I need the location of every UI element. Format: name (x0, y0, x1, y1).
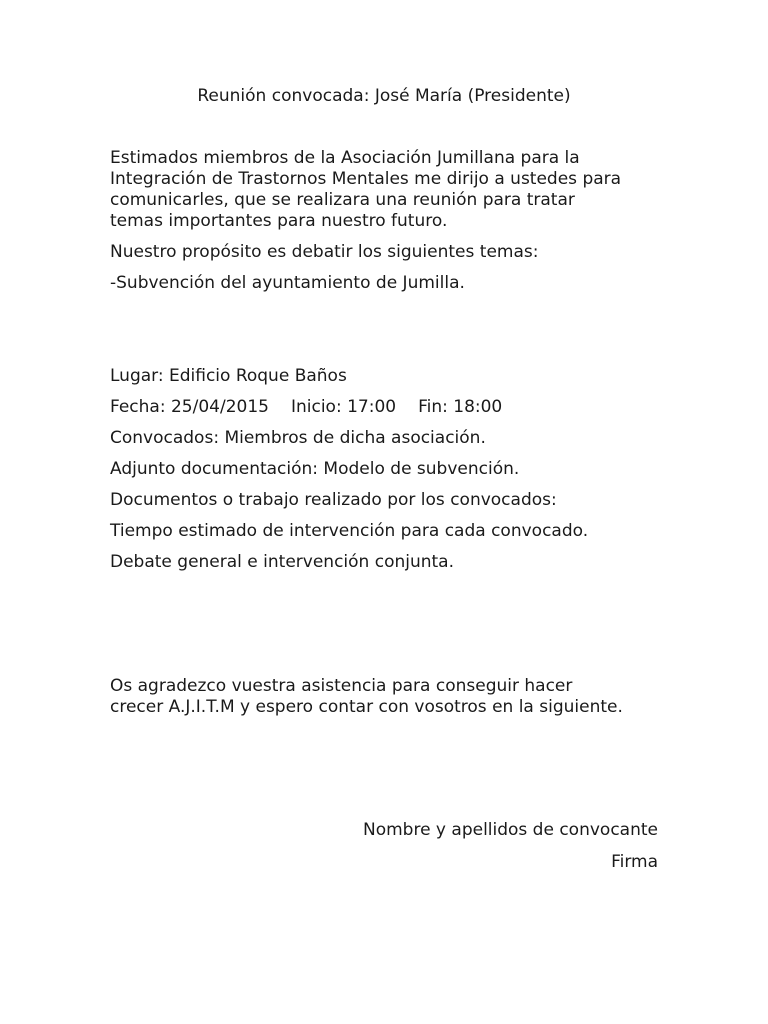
debate-line: Debate general e intervención conjunta. (110, 552, 455, 572)
documentos-line: Documentos o trabajo realizado por los convocados: (110, 490, 557, 510)
intro-line-4: temas importantes para nuestro futuro. (110, 211, 448, 231)
fecha-value: Fecha: 25/04/2015 (110, 397, 269, 417)
tiempo-line: Tiempo estimado de intervención para cada convocado. (110, 521, 589, 541)
lugar-line: Lugar: Edificio Roque Baños (110, 366, 347, 386)
convocados-line: Convocados: Miembros de dicha asociación. (110, 428, 486, 448)
fin-value: Fin: 18:00 (418, 397, 503, 417)
topic-line: -Subvención del ayuntamiento de Jumilla. (110, 273, 465, 293)
purpose-line: Nuestro propósito es debatir los siguientes temas: (110, 242, 539, 262)
fecha-line (110, 397, 502, 418)
signature-name: Nombre y apellidos de convocante (362, 820, 658, 840)
closing-line-1: Os agradezco vuestra asistencia para conseguir hacer (110, 676, 573, 696)
document-title: Reunión convocada: José María (Presidente) (197, 86, 571, 106)
intro-line-3: comunicarles, que se realizara una reunión para tratar (110, 190, 575, 210)
signature-label: Firma (611, 852, 658, 872)
adjunto-line: Adjunto documentación: Modelo de subvención. (110, 459, 520, 479)
closing-line-2: crecer A.J.I.T.M y espero contar con vosotros en la siguiente. (110, 697, 623, 717)
intro-line-2: Integración de Trastornos Mentales me dirijo a ustedes para (110, 169, 622, 189)
inicio-value: Inicio: 17:00 (290, 397, 397, 417)
intro-line-1: Estimados miembros de la Asociación Jumillana para la (110, 148, 580, 168)
